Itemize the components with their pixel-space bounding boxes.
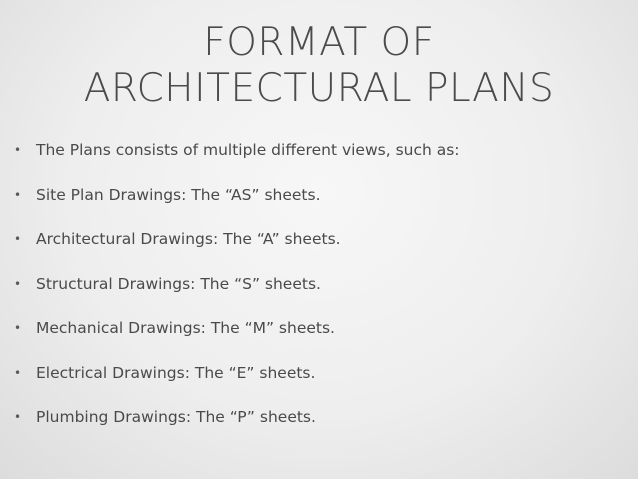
bullet-text: Electrical Drawings: The “E” sheets.: [36, 363, 316, 382]
bullet-text: Architectural Drawings: The “A” sheets.: [36, 230, 341, 248]
bullet-item: [14, 274, 624, 319]
bullet-item: [14, 363, 624, 408]
bullet-dot-icon: •: [14, 187, 22, 202]
bullet-item: [14, 185, 624, 230]
bullet-dot-icon: •: [14, 365, 22, 380]
bullet-text: Site Plan Drawings: The “AS” sheets.: [36, 185, 321, 204]
bullet-text: Plumbing Drawings: The “P” sheets.: [36, 408, 316, 426]
slide-title: [0, 20, 638, 112]
bullet-dot-icon: •: [14, 276, 22, 291]
bullet-dot-icon: •: [14, 410, 22, 424]
bullet-item: [14, 407, 624, 452]
bullet-text: The Plans consists of multiple different views, such as:: [36, 141, 460, 159]
bullet-item: [14, 318, 624, 363]
bullet-text: Mechanical Drawings: The “M” sheets.: [36, 319, 335, 337]
bullet-item: [14, 229, 624, 274]
bullet-text: Structural Drawings: The “S” sheets.: [36, 274, 321, 293]
bullet-list: [14, 140, 624, 452]
bullet-dot-icon: •: [14, 232, 22, 246]
bullet-item: [14, 140, 624, 185]
bullet-dot-icon: •: [14, 143, 22, 157]
slide-title-line-2: ARCHITECTURAL PLANS: [83, 66, 555, 111]
slide-title-line-1: FORMAT OF: [203, 20, 435, 65]
bullet-dot-icon: •: [14, 321, 22, 335]
